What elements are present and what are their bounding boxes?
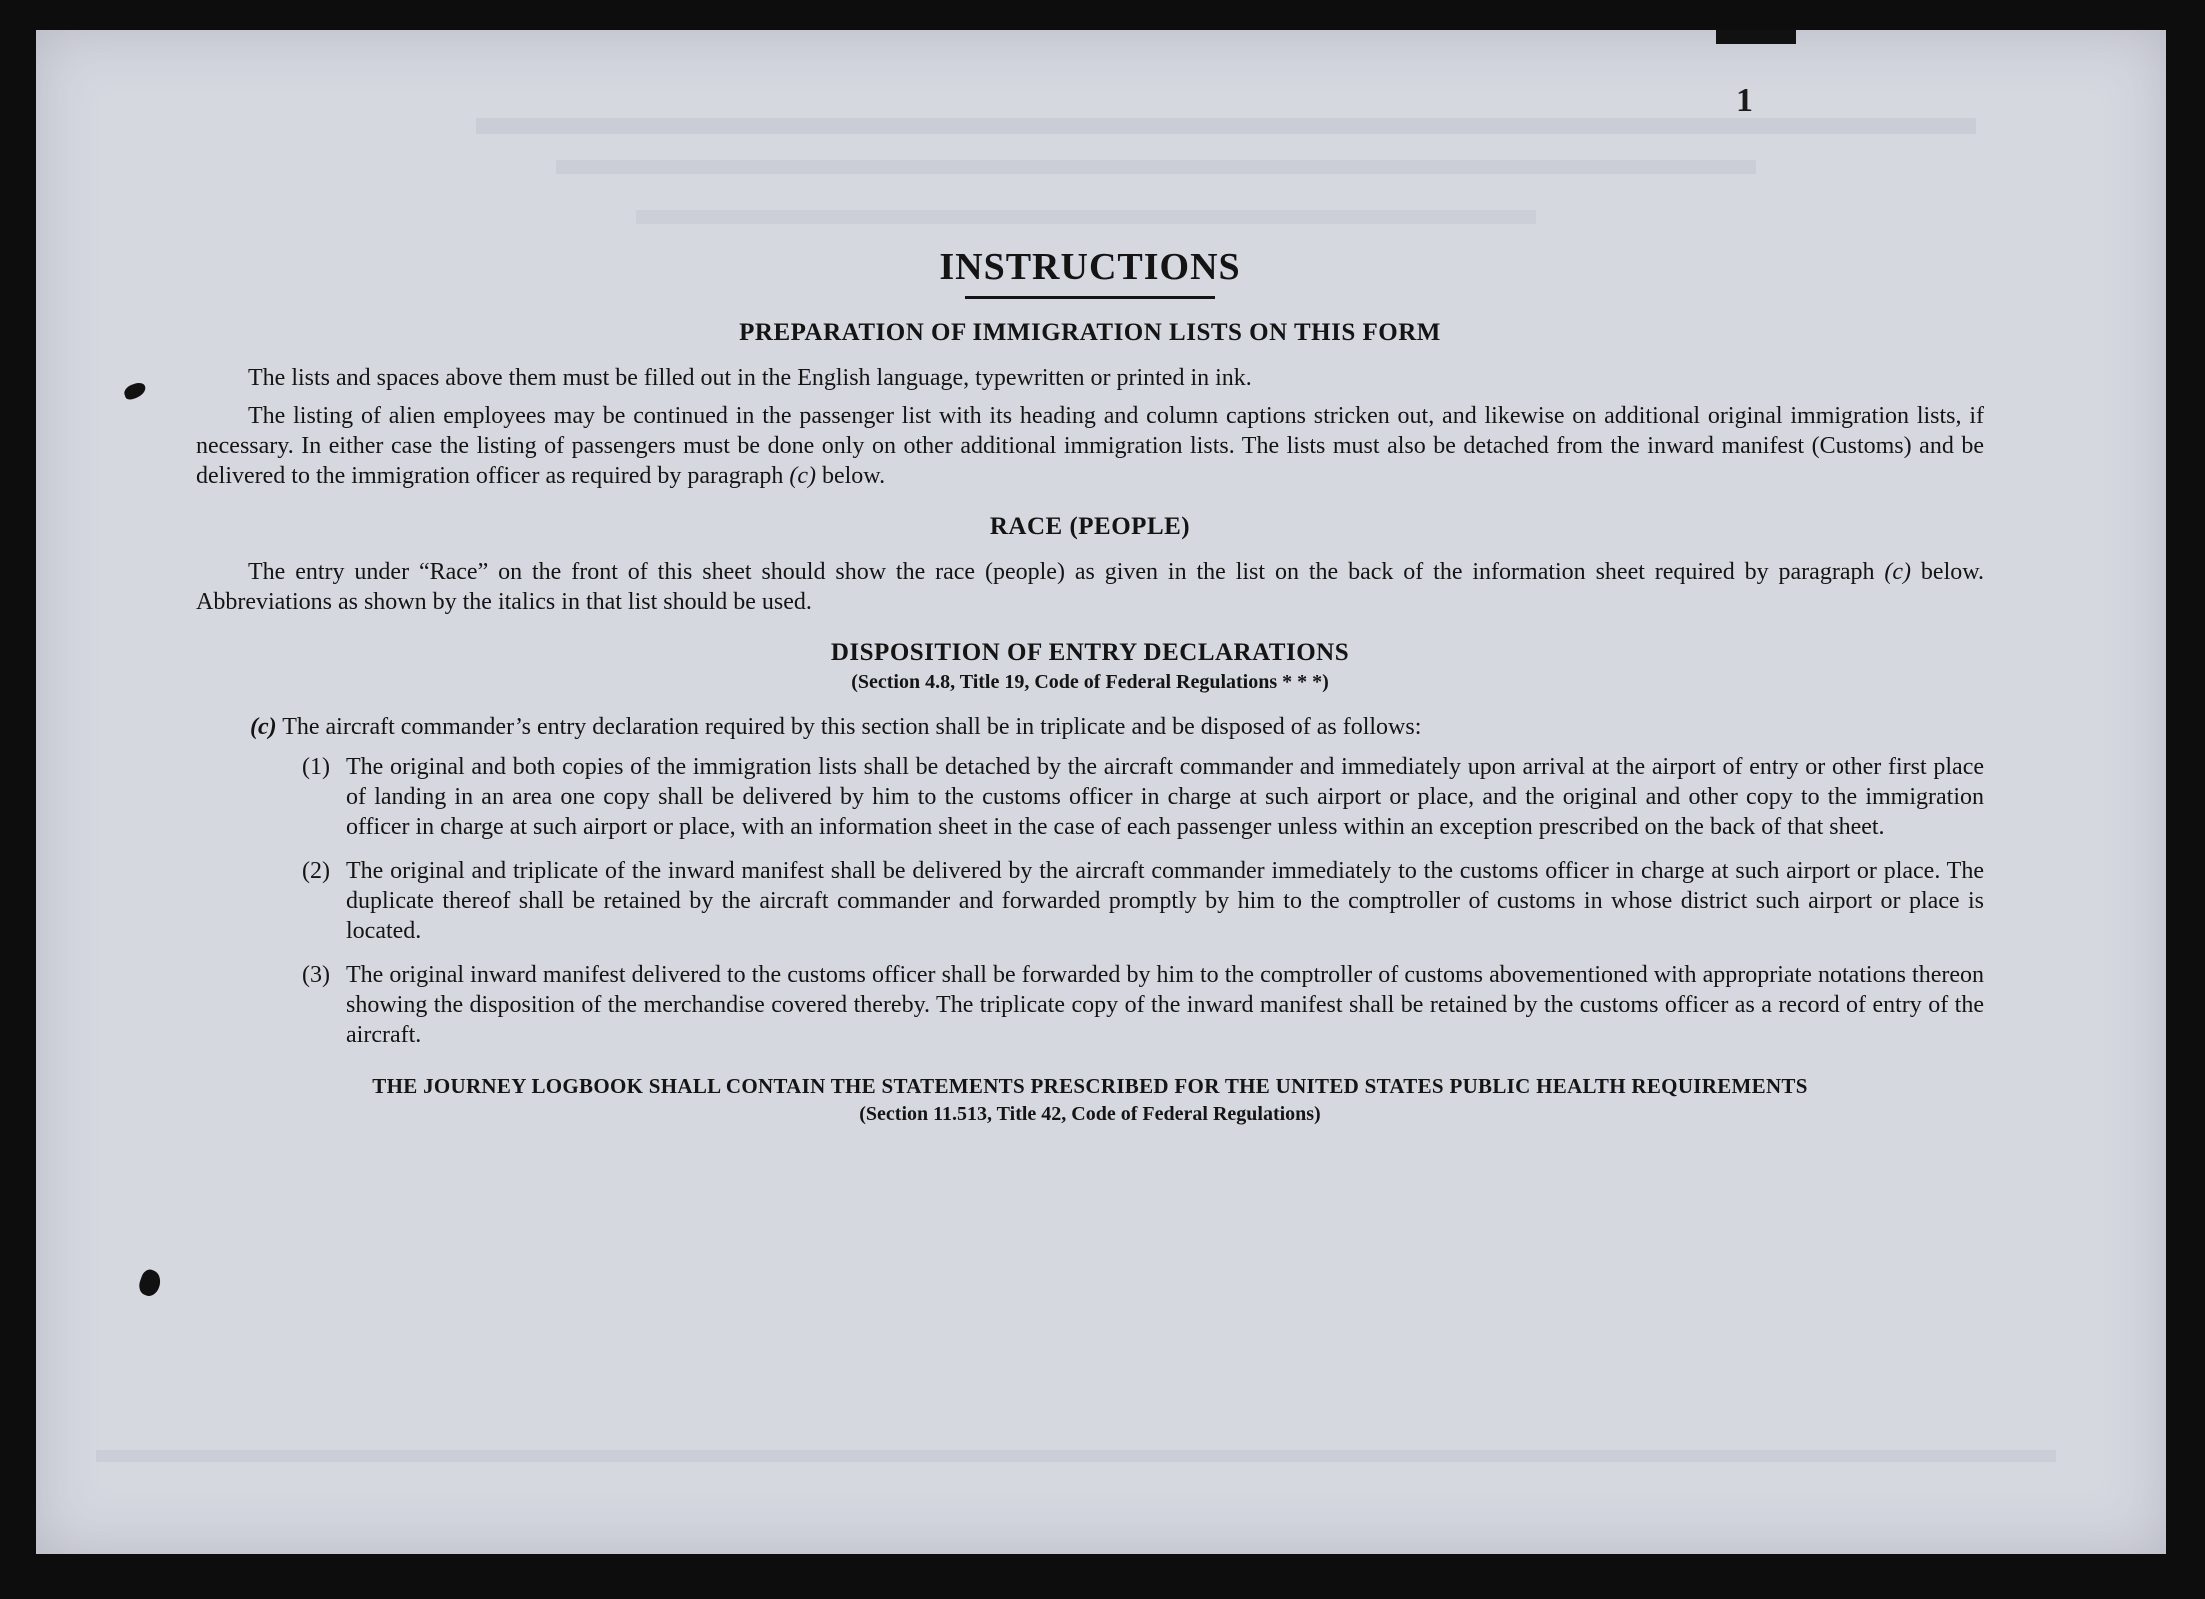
race-paragraph-text-a: The entry under “Race” on the front of this sheet should show the race (people) as given in the list on the back of the information sheet required by paragraph xyxy=(248,559,1885,585)
footer-requirement-title: THE JOURNEY LOGBOOK SHALL CONTAIN THE STATEMENTS PRESCRIBED FOR THE UNITED STATES PUBLIC HEALTH REQUIREMENTS xyxy=(372,1074,1808,1098)
preparation-heading: PREPARATION OF IMMIGRATION LISTS ON THIS FORM xyxy=(739,319,1441,346)
item-number: (3) xyxy=(302,962,330,988)
ink-blot-top xyxy=(122,381,147,401)
title-underline xyxy=(965,296,1215,299)
race-heading: RACE (PEOPLE) xyxy=(989,513,1191,540)
disposition-item xyxy=(302,752,1984,842)
item-text: The original and triplicate of the inward manifest shall be delivered by the aircraft commander immediately to the customs officer in charge at such airport or place. The duplicate thereof shall be retained by the aircraft commander and forwarded promptly by him to the comptroller of customs in whose district such airport or place is located. xyxy=(346,858,1984,944)
preparation-paragraph-2-tail: below. xyxy=(815,463,886,489)
footer-requirement-citation: (Section 11.513, Title 42, Code of Federal Regulations) xyxy=(859,1103,1321,1125)
disposition-heading: DISPOSITION OF ENTRY DECLARATIONS xyxy=(830,639,1350,666)
preparation-paragraph-2-text: The listing of alien employees may be continued in the passenger list with its heading and column captions stricken out, and likewise on additional original immigration lists, if necessary. In either case the listing of passengers must be done only on other additional immigration lists. The lists must also be detached from the inward manifest (Customs) and be delivered to the immigration officer as required by paragraph xyxy=(196,403,1984,489)
bleed-through-band-2 xyxy=(556,160,1756,174)
document-page xyxy=(36,30,2166,1554)
bleed-through-band-3 xyxy=(636,210,1536,224)
item-number: (1) xyxy=(302,754,330,780)
race-paragraph-c-reference: (c) xyxy=(1884,559,1912,585)
disposition-item xyxy=(302,960,1984,1050)
race-paragraph xyxy=(196,557,1984,617)
ink-blot-bottom xyxy=(136,1267,164,1298)
page-number: 1 xyxy=(1736,82,1753,119)
paragraph-c-label: (c) xyxy=(250,714,277,740)
disposition-paragraph-c xyxy=(250,712,1984,742)
bleed-through-band-1 xyxy=(476,118,1976,134)
paragraph-c-text: The aircraft commander’s entry declaration required by this section shall be in triplicate and be disposed of as follows: xyxy=(276,714,1422,740)
race-paragraph-text-b: below. Abbreviations as shown by the italics in that list should be used. xyxy=(196,559,1985,615)
item-text: The original inward manifest delivered to the customs officer shall be forwarded by him to the comptroller of customs abovementioned with appropriate notations thereon showing the disposition of the merchandise covered thereby. The triplicate copy of the inward manifest shall be retained by the customs officer as a record of entry of the aircraft. xyxy=(346,962,1984,1048)
item-text: The original and both copies of the immigration lists shall be detached by the aircraft commander and immediately upon arrival at the airport of entry or other first place of landing in an area one copy shall be delivered by him to the customs officer in charge at such airport or place, and the original and other copy to the immigration officer in charge at such airport or place, with an information sheet in the case of each passenger unless within an exception prescribed on the back of that sheet. xyxy=(346,754,1984,840)
instructions-body xyxy=(196,244,1984,1126)
disposition-item xyxy=(302,856,1984,946)
preparation-paragraph-1: The lists and spaces above them must be filled out in the English language, typewritten or printed in ink. xyxy=(248,365,1252,391)
item-number: (2) xyxy=(302,858,330,884)
top-tab-mark xyxy=(1716,30,1796,44)
page-title: INSTRUCTIONS xyxy=(939,246,1241,288)
disposition-subheading: (Section 4.8, Title 19, Code of Federal Regulations * * *) xyxy=(851,671,1329,693)
preparation-paragraph-2 xyxy=(196,401,1984,491)
paragraph-c-reference: (c) xyxy=(789,463,816,489)
bleed-through-band-4 xyxy=(96,1450,2056,1462)
